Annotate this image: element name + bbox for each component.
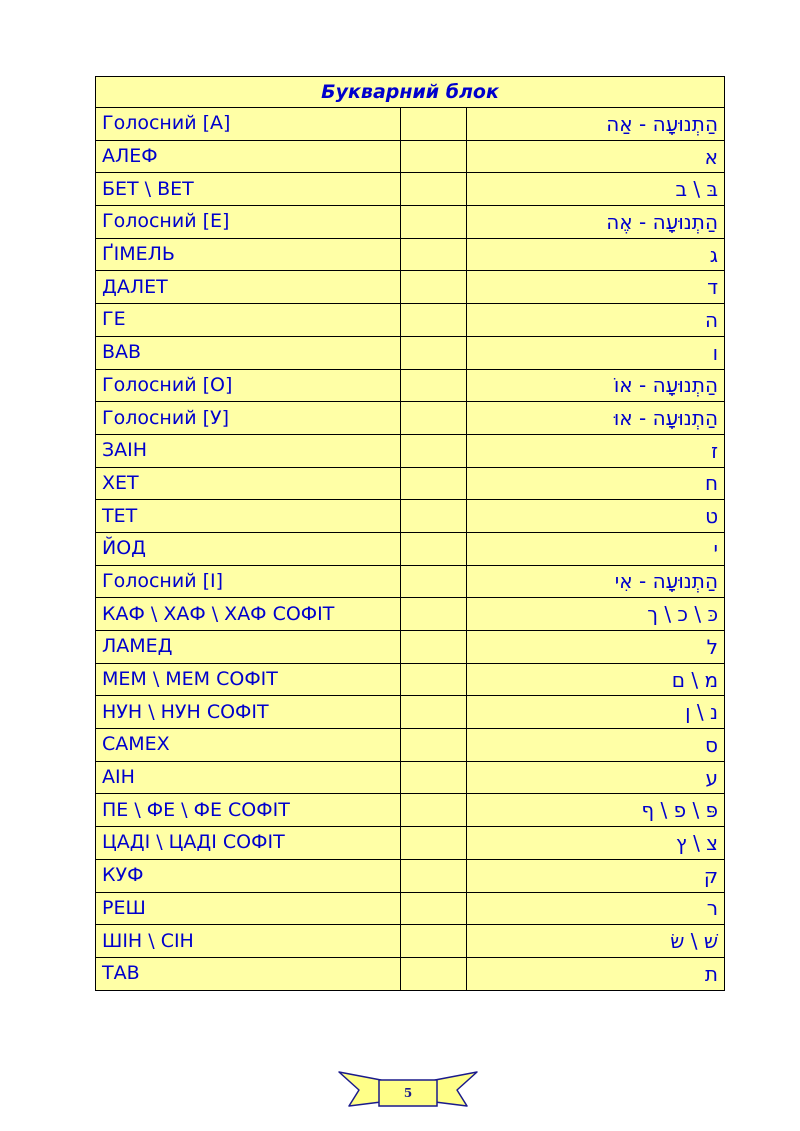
letter-name-cell: ДАЛЕТ xyxy=(96,271,401,304)
hebrew-letter-cell: ע xyxy=(467,761,725,794)
hebrew-letter-cell: א xyxy=(467,140,725,173)
letter-name-cell: САМЕХ xyxy=(96,729,401,762)
alphabet-table xyxy=(95,76,725,991)
table-row xyxy=(96,140,725,173)
letter-name-cell: АІН xyxy=(96,761,401,794)
hebrew-letter-cell: ג xyxy=(467,238,725,271)
table-row xyxy=(96,729,725,762)
letter-name-cell: ЛАМЕД xyxy=(96,631,401,664)
page-number: 5 xyxy=(403,1086,413,1100)
table-row xyxy=(96,500,725,533)
hebrew-letter-cell: בּ \ ב xyxy=(467,173,725,206)
table-row xyxy=(96,369,725,402)
letter-name-cell: НУН \ НУН СОФІТ xyxy=(96,696,401,729)
table-row xyxy=(96,271,725,304)
hebrew-letter-cell: ד xyxy=(467,271,725,304)
empty-cell xyxy=(401,565,467,598)
table-row xyxy=(96,794,725,827)
letter-name-cell: Голосний [О] xyxy=(96,369,401,402)
empty-cell xyxy=(401,336,467,369)
empty-cell xyxy=(401,532,467,565)
hebrew-letter-cell: הַתְנוּעָה - אוּ xyxy=(467,402,725,435)
table-row xyxy=(96,761,725,794)
letter-name-cell: МЕМ \ МЕМ СОФІТ xyxy=(96,663,401,696)
table-body xyxy=(96,77,725,991)
empty-cell xyxy=(401,500,467,533)
table-row xyxy=(96,173,725,206)
letter-name-cell: ЙОД xyxy=(96,532,401,565)
empty-cell xyxy=(401,761,467,794)
hebrew-letter-cell: כּ \ כ \ ך xyxy=(467,598,725,631)
table-row xyxy=(96,304,725,337)
table-row xyxy=(96,892,725,925)
letter-name-cell: ТАВ xyxy=(96,957,401,990)
table-row xyxy=(96,108,725,141)
empty-cell xyxy=(401,238,467,271)
letter-name-cell: ЦАДІ \ ЦАДІ СОФІТ xyxy=(96,827,401,860)
table-row xyxy=(96,532,725,565)
empty-cell xyxy=(401,663,467,696)
empty-cell xyxy=(401,206,467,239)
table-row xyxy=(96,859,725,892)
letter-name-cell: РЕШ xyxy=(96,892,401,925)
hebrew-letter-cell: הַתְנוּעָה - אִי xyxy=(467,565,725,598)
table-row xyxy=(96,696,725,729)
table-row xyxy=(96,467,725,500)
hebrew-letter-cell: שׁ \ שׂ xyxy=(467,925,725,958)
hebrew-letter-cell: ה xyxy=(467,304,725,337)
table-row xyxy=(96,206,725,239)
hebrew-letter-cell: ז xyxy=(467,434,725,467)
letter-name-cell: Голосний [І] xyxy=(96,565,401,598)
hebrew-letter-cell: ל xyxy=(467,631,725,664)
hebrew-letter-cell: ת xyxy=(467,957,725,990)
table-row xyxy=(96,598,725,631)
letter-name-cell: ЗАІН xyxy=(96,434,401,467)
hebrew-letter-cell: הַתְנוּעָה - אוֹ xyxy=(467,369,725,402)
letter-name-cell: КАФ \ ХАФ \ ХАФ СОФІТ xyxy=(96,598,401,631)
letter-name-cell: АЛЕФ xyxy=(96,140,401,173)
empty-cell xyxy=(401,467,467,500)
table-row xyxy=(96,631,725,664)
table-row xyxy=(96,238,725,271)
table-row xyxy=(96,925,725,958)
banner-left-tail xyxy=(339,1072,381,1106)
table-row xyxy=(96,827,725,860)
letter-name-cell: ПЕ \ ФЕ \ ФЕ СОФІТ xyxy=(96,794,401,827)
empty-cell xyxy=(401,892,467,925)
hebrew-letter-cell: ר xyxy=(467,892,725,925)
hebrew-letter-cell: ט xyxy=(467,500,725,533)
empty-cell xyxy=(401,696,467,729)
empty-cell xyxy=(401,729,467,762)
empty-cell xyxy=(401,434,467,467)
letter-name-cell: Голосний [Е] xyxy=(96,206,401,239)
table-row xyxy=(96,565,725,598)
empty-cell xyxy=(401,108,467,141)
hebrew-letter-cell: ו xyxy=(467,336,725,369)
title-row xyxy=(96,77,725,108)
letter-name-cell: ШІН \ СІН xyxy=(96,925,401,958)
letter-name-cell: Голосний [У] xyxy=(96,402,401,435)
empty-cell xyxy=(401,304,467,337)
hebrew-letter-cell: צ \ ץ xyxy=(467,827,725,860)
empty-cell xyxy=(401,631,467,664)
empty-cell xyxy=(401,957,467,990)
empty-cell xyxy=(401,140,467,173)
empty-cell xyxy=(401,925,467,958)
hebrew-letter-cell: נ \ ן xyxy=(467,696,725,729)
table-title: Букварний блок xyxy=(96,77,725,108)
letter-name-cell: БЕТ \ ВЕТ xyxy=(96,173,401,206)
hebrew-letter-cell: ח xyxy=(467,467,725,500)
table-row xyxy=(96,434,725,467)
empty-cell xyxy=(401,794,467,827)
empty-cell xyxy=(401,369,467,402)
hebrew-letter-cell: ס xyxy=(467,729,725,762)
letter-name-cell: ВАВ xyxy=(96,336,401,369)
hebrew-letter-cell: הַתְנוּעָה - אֶה xyxy=(467,206,725,239)
empty-cell xyxy=(401,859,467,892)
hebrew-letter-cell: ק xyxy=(467,859,725,892)
table-row xyxy=(96,336,725,369)
letter-name-cell: ХЕТ xyxy=(96,467,401,500)
empty-cell xyxy=(401,402,467,435)
hebrew-letter-cell: הַתְנוּעָה - אַה xyxy=(467,108,725,141)
hebrew-letter-cell: י xyxy=(467,532,725,565)
empty-cell xyxy=(401,271,467,304)
banner-right-tail xyxy=(435,1072,477,1106)
table-row xyxy=(96,957,725,990)
letter-name-cell: ҐІМЕЛЬ xyxy=(96,238,401,271)
hebrew-letter-cell: מ \ ם xyxy=(467,663,725,696)
empty-cell xyxy=(401,827,467,860)
letter-name-cell: Голосний [А] xyxy=(96,108,401,141)
table-row xyxy=(96,663,725,696)
table-row xyxy=(96,402,725,435)
letter-name-cell: ТЕТ xyxy=(96,500,401,533)
empty-cell xyxy=(401,173,467,206)
empty-cell xyxy=(401,598,467,631)
letter-name-cell: ГЕ xyxy=(96,304,401,337)
hebrew-letter-cell: פּ \ פ \ ף xyxy=(467,794,725,827)
letter-name-cell: КУФ xyxy=(96,859,401,892)
